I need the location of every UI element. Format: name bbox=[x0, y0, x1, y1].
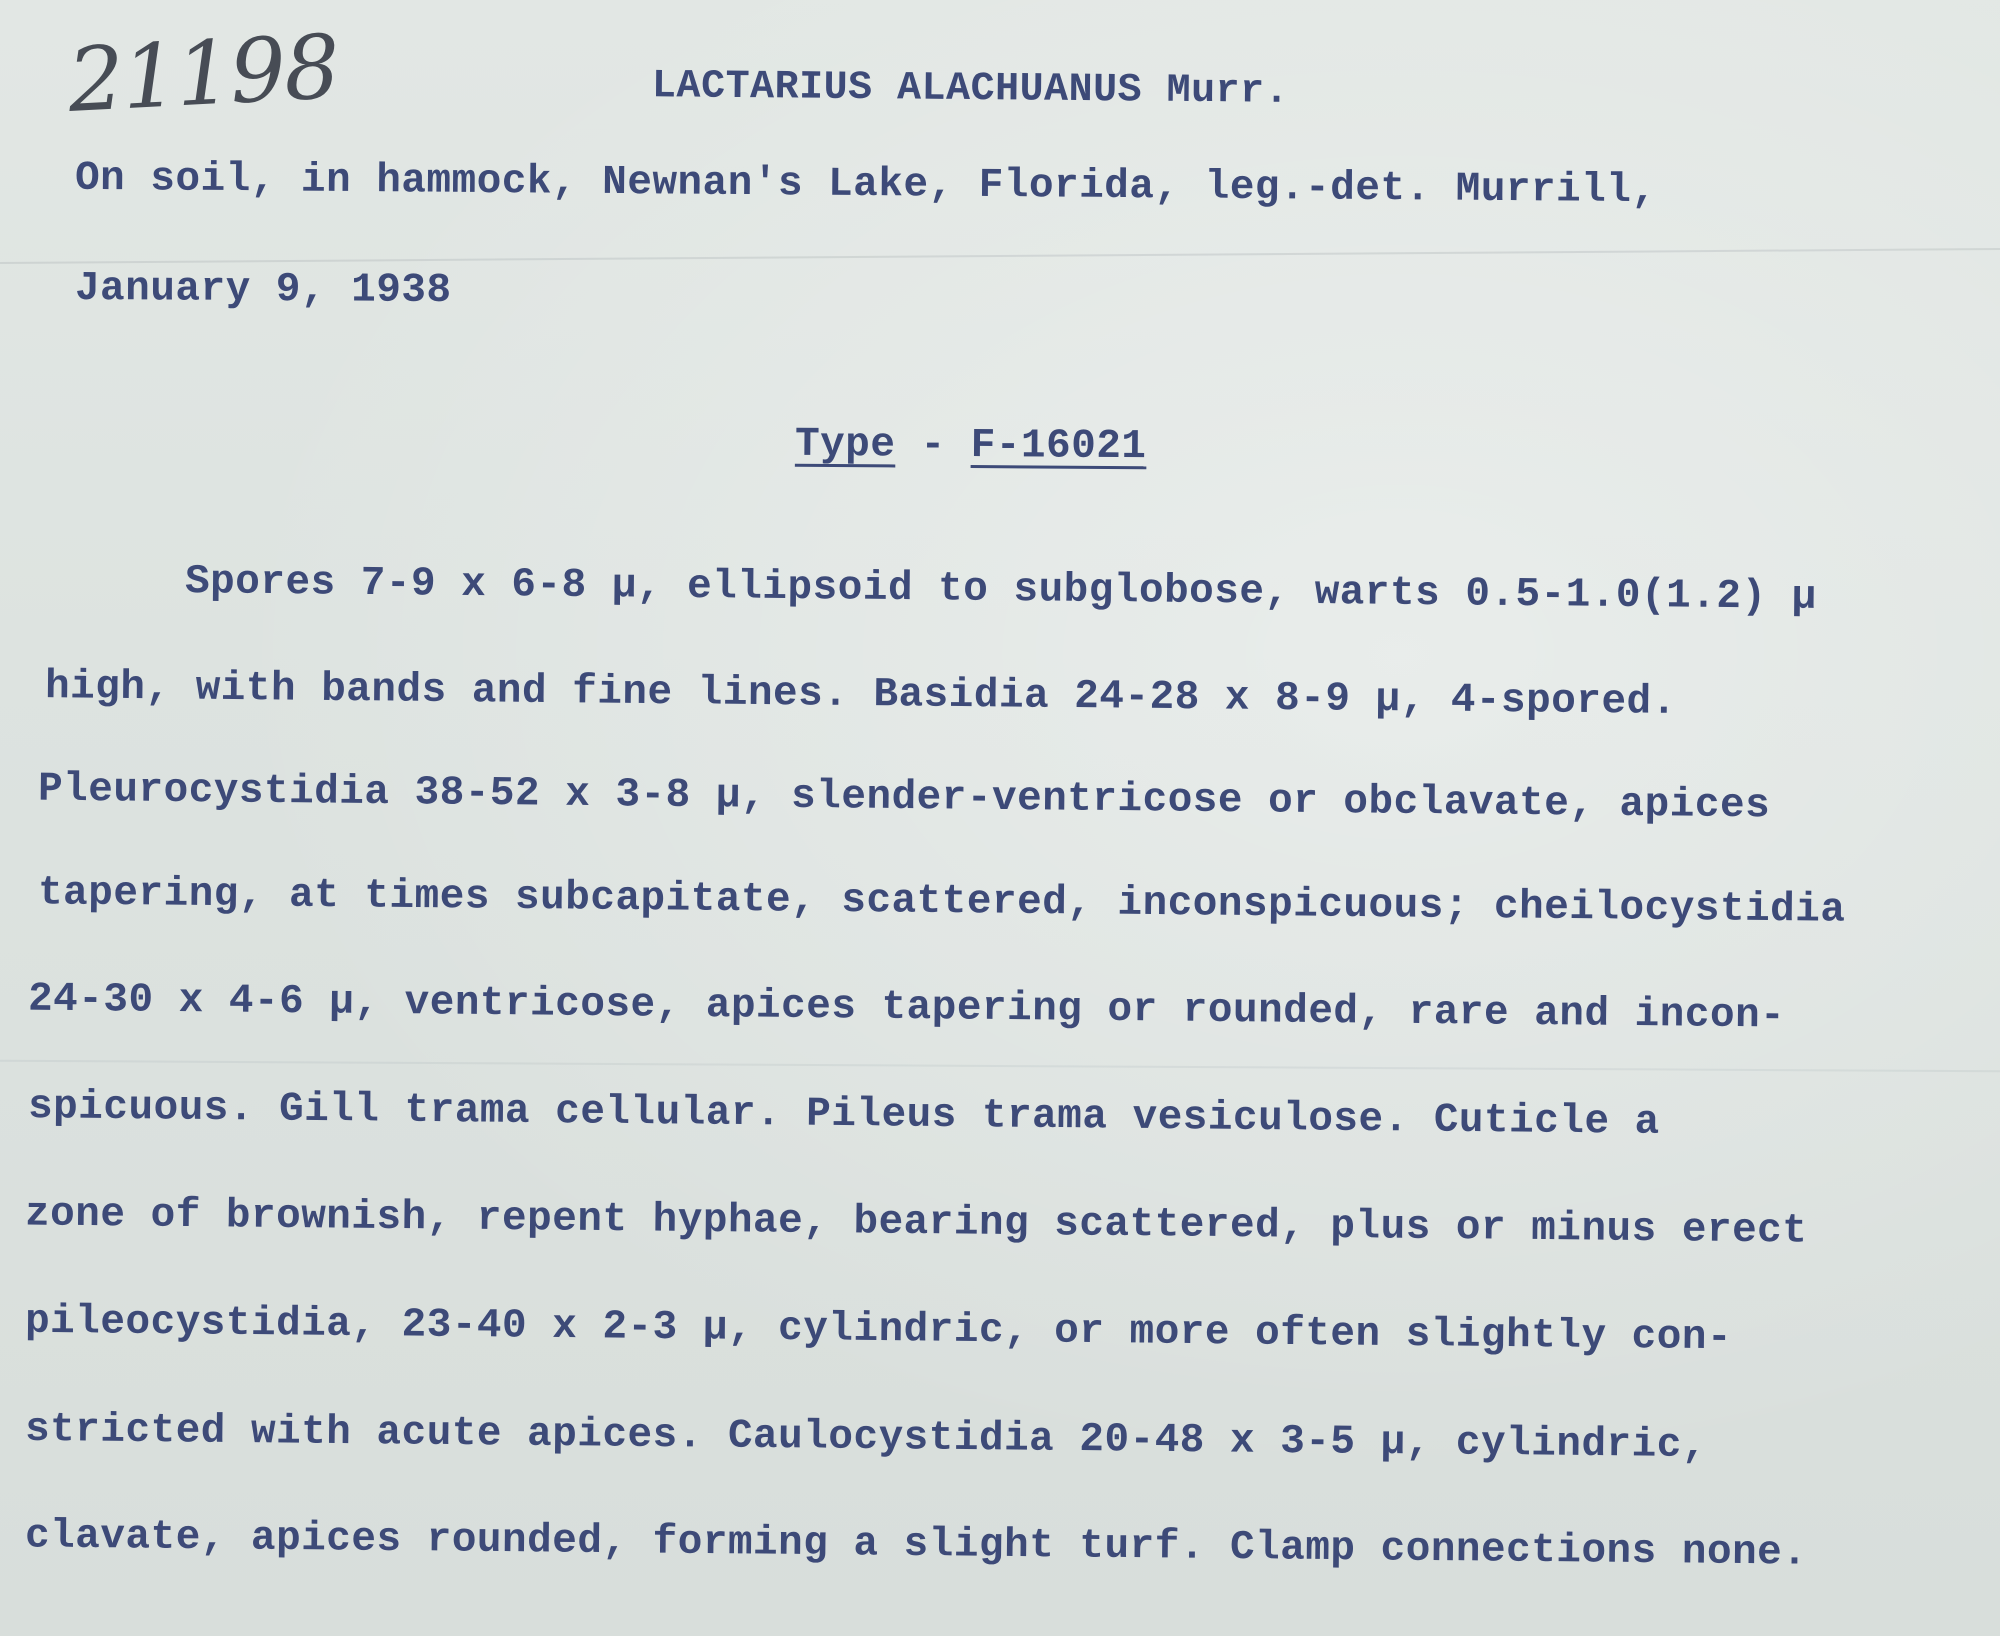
description-line: pileocystidia, 23-40 x 2-3 μ, cylindric, or more often slightly con- bbox=[24, 1298, 1733, 1362]
type-number: F-16021 bbox=[970, 423, 1147, 471]
locality-line: On soil, in hammock, Newnan's Lake, Florida, leg.-det. Murrill, bbox=[74, 155, 1657, 215]
handwritten-accession-number: 21198 bbox=[65, 15, 341, 132]
description-line: Spores 7-9 x 6-8 μ, ellipsoid to subglobose, warts 0.5-1.0(1.2) μ bbox=[184, 559, 1817, 621]
description-line: high, with bands and fine lines. Basidia 24-28 x 8-9 μ, 4-spored. bbox=[44, 664, 1677, 726]
type-separator: - bbox=[920, 422, 946, 469]
description-line: stricted with acute apices. Caulocystidia 20-48 x 3-5 μ, cylindric, bbox=[24, 1406, 1708, 1470]
collection-date: January 9, 1938 bbox=[74, 266, 452, 314]
description-line: clavate, apices rounded, forming a slight turf. Clamp connections none. bbox=[24, 1513, 1808, 1577]
description-line: 24-30 x 4-6 μ, ventricose, apices tapering or rounded, rare and incon- bbox=[27, 976, 1786, 1040]
type-designation bbox=[794, 421, 1147, 471]
species-title: LACTARIUS ALACHUANUS Murr. bbox=[651, 64, 1290, 115]
description-line: zone of brownish, repent hyphae, bearing scattered, plus or minus erect bbox=[24, 1191, 1808, 1255]
description-line: tapering, at times subcapitate, scattered, inconspicuous; cheilocystidia bbox=[37, 870, 1846, 934]
description-line: spicuous. Gill trama cellular. Pileus trama vesiculose. Cuticle a bbox=[27, 1084, 1660, 1146]
type-label: Type bbox=[794, 421, 896, 469]
paper-fold bbox=[0, 1060, 2000, 1072]
description-line: Pleurocystidia 38-52 x 3-8 μ, slender-ventricose or obclavate, apices bbox=[37, 766, 1771, 830]
paper-fold bbox=[0, 248, 2000, 264]
